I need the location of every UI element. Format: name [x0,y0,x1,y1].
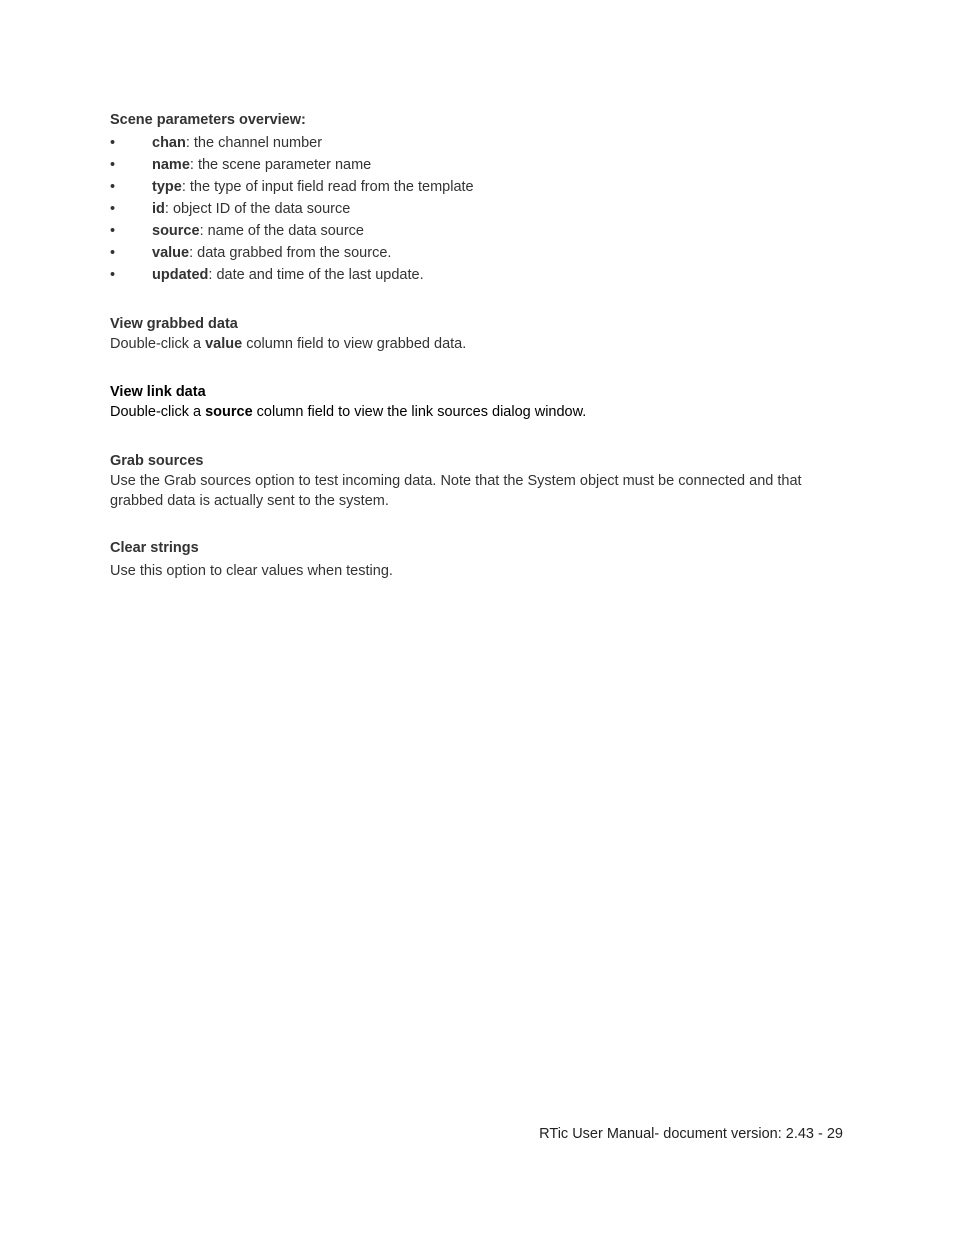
text-post: column field to view grabbed data. [242,336,467,352]
param-desc: : data grabbed from the source. [189,245,392,261]
view-grabbed-data-text [110,334,850,354]
view-grabbed-data-heading: View grabbed data [110,316,238,332]
param-desc: : object ID of the data source [164,201,351,217]
scene-parameters-heading: Scene parameters overview: [110,112,306,128]
page-footer: RTic User Manual- document version: 2.43 - 29 [539,1126,843,1142]
list-item [110,220,850,242]
bullet: • [110,179,116,195]
param-desc: : the channel number [185,135,323,151]
param-term: value [152,245,190,261]
text-bold: source [205,404,253,420]
bullet: • [110,245,116,261]
bullet: • [110,223,116,239]
param-term: type [152,179,182,195]
param-term: name [152,157,190,173]
text-post: column field to view the link sources dialog window. [252,404,587,420]
param-term: updated [152,267,209,283]
scene-parameters-list [110,132,850,286]
param-term: chan [152,135,186,151]
clear-strings-section [110,538,850,581]
param-term: id [152,201,165,217]
list-item [110,264,850,286]
list-item [110,242,850,264]
page-content [110,110,850,581]
bullet: • [110,135,116,151]
clear-strings-heading: Clear strings [110,540,199,556]
view-link-data-heading: View link data [110,384,206,400]
param-term: source [152,223,200,239]
param-desc: : name of the data source [199,223,364,239]
clear-strings-text: Use this option to clear values when testing. [110,563,393,579]
param-desc: : the scene parameter name [189,157,372,173]
text-pre: Double-click a [110,404,206,420]
list-item [110,154,850,176]
view-grabbed-data-section [110,314,850,354]
bullet: • [110,267,116,283]
param-desc: : the type of input field read from the template [181,179,474,195]
param-desc: : date and time of the last update. [208,267,424,283]
bullet: • [110,201,116,217]
grab-sources-text: Use the Grab sources option to test incoming data. Note that the System object must be connected and that grabbed data is actually sent to the system. [110,473,802,509]
view-link-data-section [110,382,850,422]
list-item [110,132,850,154]
scene-parameters-section [110,110,850,286]
view-link-data-text [110,402,850,422]
grab-sources-section [110,451,850,511]
list-item [110,176,850,198]
text-bold: value [205,336,243,352]
list-item [110,198,850,220]
grab-sources-heading: Grab sources [110,453,204,469]
text-pre: Double-click a [110,336,206,352]
bullet: • [110,157,116,173]
